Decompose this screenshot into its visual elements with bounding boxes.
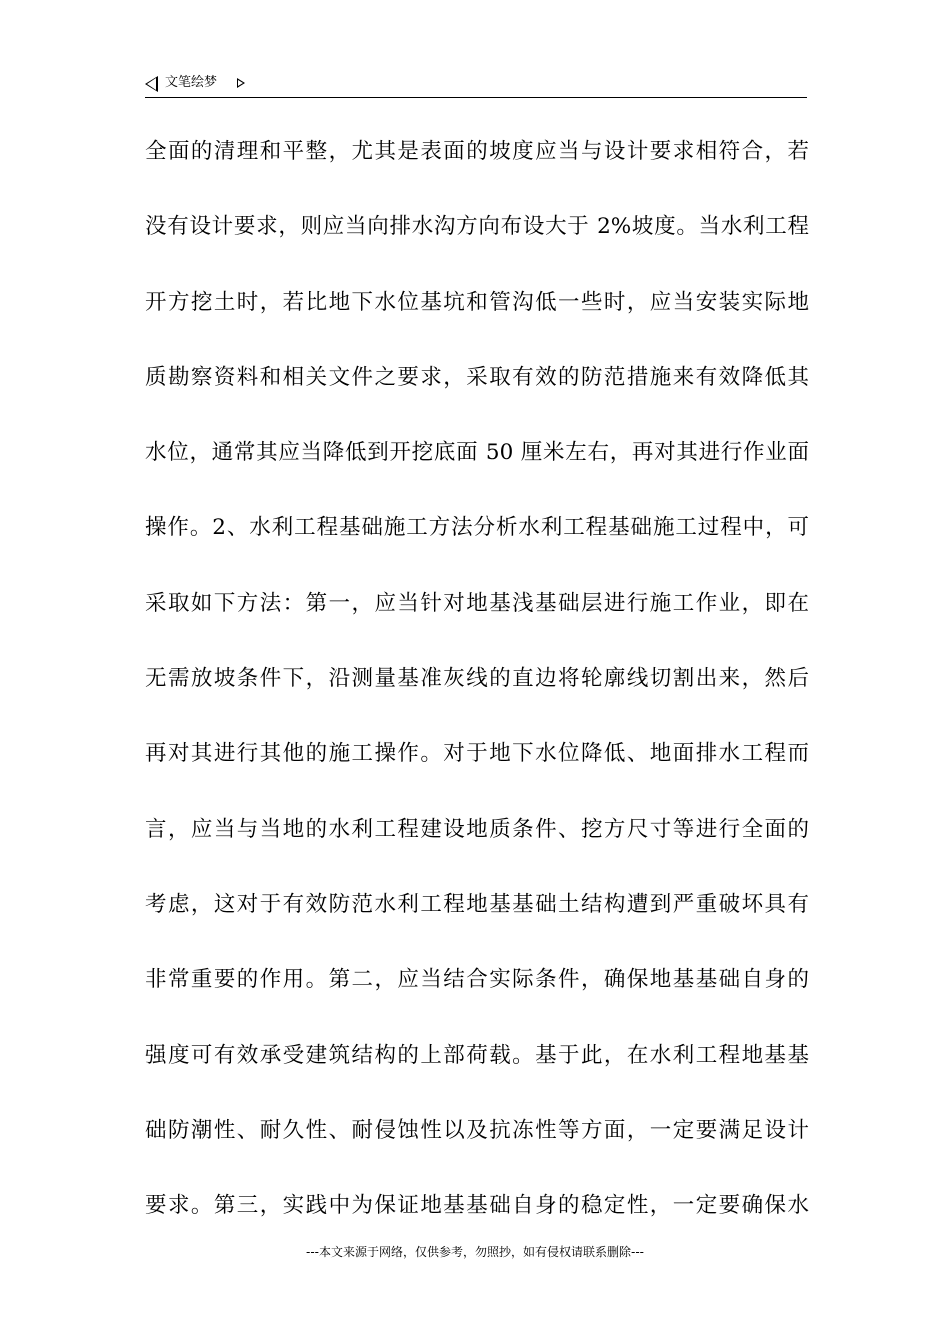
page-footer: ---本文来源于网络，仅供参考，勿照抄，如有侵权请联系删除--- bbox=[306, 1245, 644, 1259]
text-line: 非常重要的作用。第二，应当结合实际条件，确保地基基础自身的 bbox=[145, 967, 809, 993]
page-header bbox=[145, 74, 805, 98]
body-text bbox=[145, 130, 809, 1259]
text-line: 无需放坡条件下，沿测量基准灰线的直边将轮廓线切割出来，然后 bbox=[145, 666, 809, 692]
text-line: 水位，通常其应当降低到开挖底面 50 厘米左右，再对其进行作业面 bbox=[145, 440, 809, 466]
text-line: 质勘察资料和相关文件之要求，采取有效的防范措施来有效降低其 bbox=[145, 364, 809, 390]
text-line: 全面的清理和平整，尤其是表面的坡度应当与设计要求相符合，若 bbox=[145, 139, 809, 164]
text-line: 强度可有效承受建筑结构的上部荷载。基于此，在水利工程地基基 bbox=[145, 1042, 809, 1068]
text-line: 础防潮性、耐久性、耐侵蚀性以及抗冻性等方面，一定要满足设计 bbox=[145, 1117, 809, 1143]
text-line: 考虑，这对于有效防范水利工程地基基础土结构遭到严重破坏具有 bbox=[145, 891, 809, 917]
text-line: 操作。2、水利工程基础施工方法分析水利工程基础施工过程中，可 bbox=[145, 515, 809, 541]
header-title: 文笔绘梦 bbox=[165, 75, 218, 90]
header-divider bbox=[145, 97, 807, 98]
triangle-right-icon bbox=[237, 78, 245, 88]
text-line: 没有设计要求，则应当向排水沟方向布设大于 2%坡度。当水利工程 bbox=[145, 214, 809, 240]
text-line: 言，应当与当地的水利工程建设地质条件、挖方尺寸等进行全面的 bbox=[145, 816, 809, 842]
text-line: 再对其进行其他的施工操作。对于地下水位降低、地面排水工程而 bbox=[145, 741, 809, 767]
text-line: 采取如下方法：第一，应当针对地基浅基础层进行施工作业，即在 bbox=[145, 590, 809, 616]
text-line: 开方挖土时，若比地下水位基坑和管沟低一些时，应当安装实际地 bbox=[145, 289, 809, 315]
text-line: 要求。第三，实践中为保证地基基础自身的稳定性，一定要确保水 bbox=[145, 1193, 809, 1219]
triangle-left-icon bbox=[145, 76, 158, 92]
